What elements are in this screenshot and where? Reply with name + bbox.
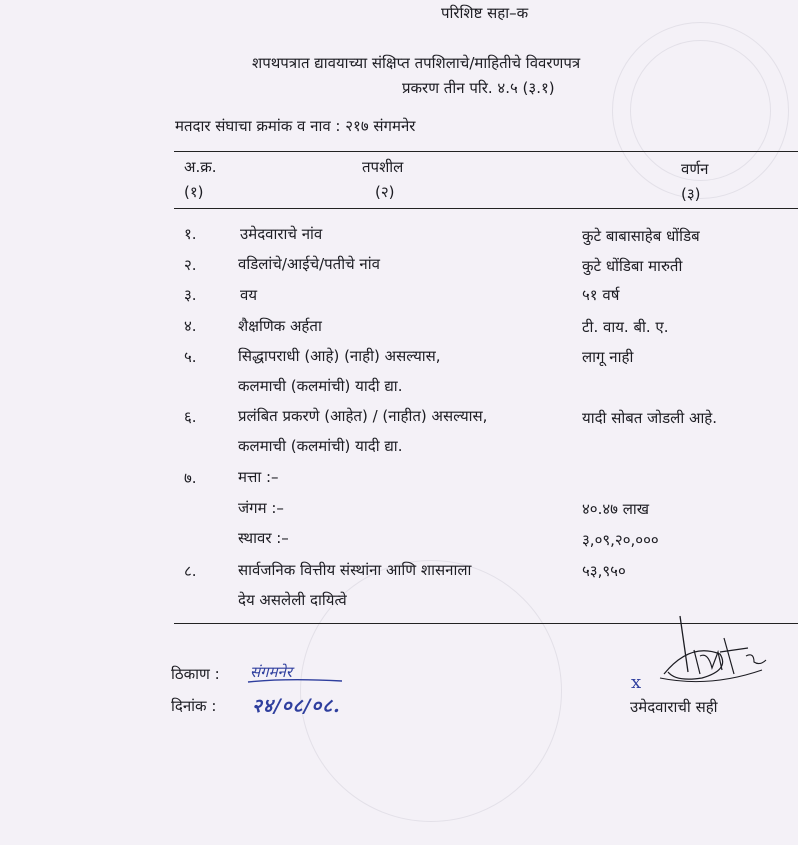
date-label: दिनांक : (171, 697, 217, 715)
row-1-detail: उमेदवाराचे नांव (240, 225, 323, 243)
row-7-detail: मत्ता :– (238, 468, 279, 486)
signature-cross-mark: x (631, 672, 642, 693)
row-4-number: ४. (184, 317, 197, 335)
row-3-number: ३. (184, 286, 197, 304)
col-header-detail-num: (२) (375, 183, 395, 201)
row-immovable-detail: स्थावर :– (238, 529, 289, 547)
row-4-value: टी. वाय. बी. ए. (582, 318, 669, 336)
row-8-detail-line2: देय असलेली दायित्वे (238, 591, 347, 609)
place-label: ठिकाण : (171, 665, 220, 683)
row-4-detail: शैक्षणिक अर्हता (238, 317, 322, 335)
row-2-value: कुटे धोंडिबा मारुती (582, 257, 683, 275)
row-6-number: ६. (184, 408, 197, 426)
candidate-signature-image (650, 612, 775, 692)
document-title: शपथपत्रात द्यावयाच्या संक्षिप्त तपशिलाचे/माहितीचे विवरणपत्र (252, 54, 581, 72)
table-top-rule (174, 151, 798, 152)
row-8-number: ८. (184, 562, 197, 580)
place-underline-stroke (246, 676, 346, 686)
col-header-serial: अ.क्र. (184, 158, 217, 176)
row-7-number: ७. (184, 469, 197, 487)
document-subtitle: प्रकरण तीन परि. ४.५ (३.१) (402, 79, 555, 97)
row-immovable-value: ३,०९,२०,००० (582, 531, 659, 549)
row-movable-detail: जंगम :– (238, 499, 284, 517)
place-value-handwritten: संगमनेर (250, 663, 293, 681)
row-2-number: २. (184, 256, 197, 274)
col-header-detail: तपशील (362, 158, 404, 176)
row-3-value: ५१ वर्ष (582, 286, 620, 304)
row-5-detail-line1: सिद्धापराधी (आहे) (नाही) असल्यास, (238, 347, 441, 365)
table-header-rule (174, 208, 798, 209)
row-8-detail-line1: सार्वजनिक वित्तीय संस्थांना आणि शासनाला (238, 561, 472, 579)
row-movable-value: ४०.४७ लाख (582, 500, 650, 518)
date-value-handwritten: २४/०८/०८. (252, 695, 341, 717)
row-6-value: यादी सोबत जोडली आहे. (582, 409, 718, 427)
row-3-detail: वय (240, 286, 258, 304)
appendix-title: परिशिष्ट सहा–क (441, 4, 529, 22)
col-header-description: वर्णन (681, 160, 709, 178)
col-header-description-num: (३) (681, 185, 701, 203)
row-1-number: १. (184, 225, 197, 243)
row-5-detail-line2: कलमाची (कलमांची) यादी द्या. (238, 377, 403, 395)
col-header-serial-num: (१) (184, 183, 204, 201)
row-2-detail: वडिलांचे/आईचे/पतीचे नांव (238, 255, 380, 273)
signature-label: उमेदवाराची सही (630, 698, 718, 716)
row-5-value: लागू नाही (582, 348, 634, 366)
row-5-number: ५. (184, 348, 197, 366)
row-8-value: ५३,९५० (582, 562, 626, 580)
row-6-detail-line2: कलमाची (कलमांची) यादी द्या. (238, 437, 403, 455)
row-1-value: कुटे बाबासाहेब धोंडिब (582, 227, 700, 245)
row-6-detail-line1: प्रलंबित प्रकरणे (आहेत) / (नाहीत) असल्यास, (238, 407, 488, 425)
constituency-line: मतदार संघाचा क्रमांक व नाव : २१७ संगमनेर (175, 117, 416, 135)
